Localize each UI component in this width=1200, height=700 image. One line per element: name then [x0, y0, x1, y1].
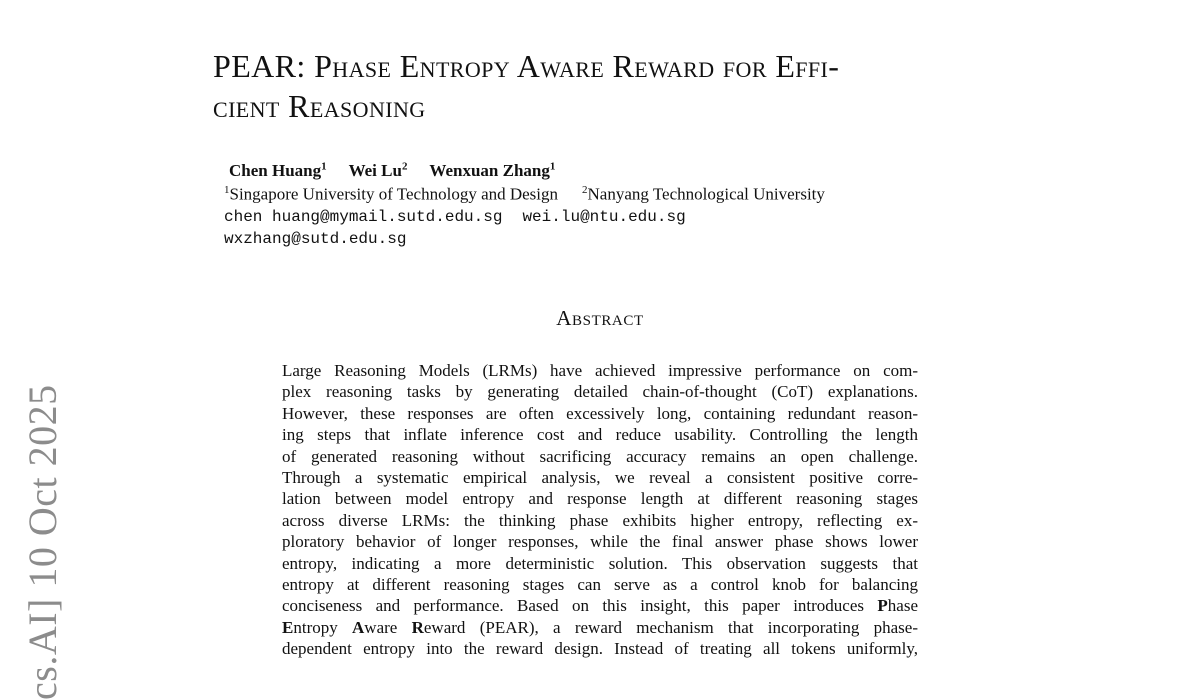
- abstract-line: dependent entropy into the reward design. Instead of treating all tokens uniformly,: [282, 639, 918, 659]
- abstract-line: of generated reasoning without sacrificing accuracy remains an open challenge.: [282, 446, 918, 466]
- abstract-line: entropy, indicating a more deterministic solution. This observation suggests that: [282, 553, 918, 573]
- abstract-line: conciseness and performance. Based on this insight, this paper introduces Phase: [282, 596, 918, 616]
- abstract-line: Large Reasoning Models (LRMs) have achieved impressive performance on com-: [282, 361, 918, 380]
- abstract-line: Through a systematic empirical analysis, we reveal a consistent positive corre-: [282, 468, 918, 488]
- email-line: [224, 230, 406, 248]
- abstract-heading: Abstract: [556, 306, 644, 330]
- abstract-line: across diverse LRMs: the thinking phase exhibits higher entropy, reflecting ex-: [282, 510, 918, 530]
- email[interactable]: chen huang@mymail.sutd.edu.sg: [224, 208, 503, 226]
- abstract-line: entropy at different reasoning stages can serve as a control knob for balancing: [282, 575, 918, 595]
- abstract-line: plex reasoning tasks by generating detailed chain-of-thought (CoT) explanations.: [282, 382, 918, 402]
- author: Chen Huang$^1$: [229, 160, 327, 180]
- affiliations: $^1$Singapore University of Technology and Design $^2$Nanyang Technological University: [224, 184, 825, 204]
- abstract-line: ploratory behavior of longer responses, while the final answer phase shows lower: [282, 532, 918, 552]
- email-line: [224, 208, 686, 226]
- abstract-line: Entropy Aware Reward (PEAR), a reward mechanism that incorporating phase-: [282, 617, 919, 637]
- abstract-line: lation between model entropy and response length at different reasoning stages: [282, 489, 918, 509]
- author: Wenxuan Zhang$^1$: [429, 160, 556, 180]
- email[interactable]: wei.lu@ntu.edu.sg: [522, 208, 686, 226]
- author-list: [229, 160, 573, 181]
- paper-title: [213, 46, 1033, 126]
- affiliation: Nanyang Technological University: [587, 184, 825, 204]
- affiliation: Singapore University of Technology and Design: [229, 184, 559, 204]
- email[interactable]: wxzhang@sutd.edu.sg: [224, 230, 407, 248]
- arxiv-stamp-text: cs.AI] 10 Oct 2025: [20, 384, 65, 700]
- title-line-2: cient Reasoning: [213, 88, 426, 124]
- abstract-body: [282, 360, 918, 660]
- title-line-1: PEAR: Phase Entropy Aware Reward for Effi-: [213, 48, 840, 84]
- abstract-line: However, these responses are often excessively long, containing redundant reason-: [282, 403, 918, 423]
- author: Wei Lu$^2$: [348, 160, 408, 180]
- abstract-line: ing steps that inflate inference cost and reduce usability. Controlling the length: [282, 425, 918, 445]
